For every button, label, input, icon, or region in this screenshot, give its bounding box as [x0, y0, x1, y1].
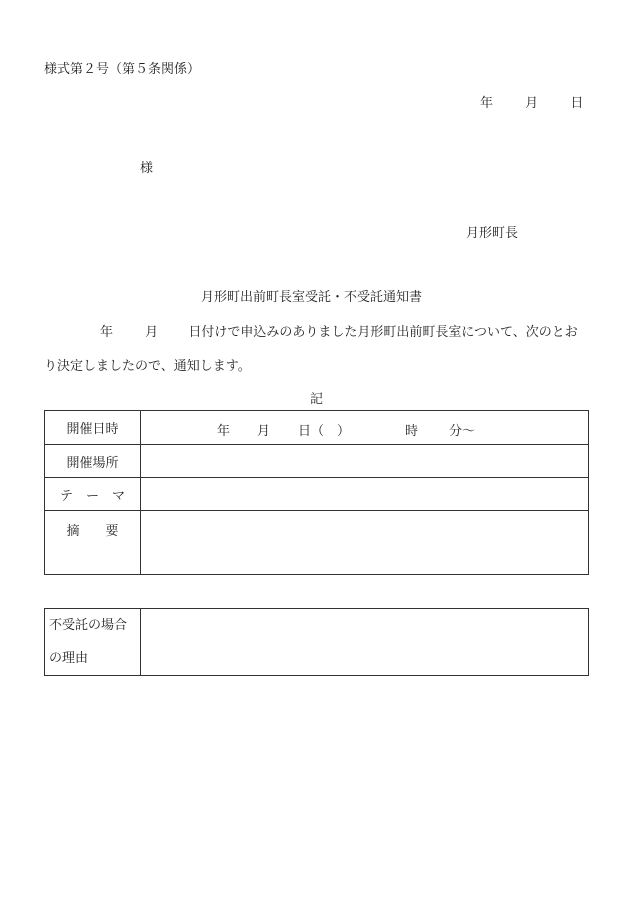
theme-value[interactable] [141, 478, 589, 511]
summary-label: 摘 要 [45, 511, 141, 575]
reason-label [45, 609, 141, 676]
datetime-label: 開催日時 [45, 411, 141, 445]
place-value[interactable] [141, 445, 589, 478]
body-line-1-rest: 日付けで申込みのありました月形町出前町長室について、次のとお [188, 325, 578, 340]
reason-row [45, 609, 589, 676]
reason-label-line-2: の理由 [49, 651, 89, 666]
form-number: 様式第２号（第５条関係） [44, 62, 201, 77]
datetime-month: 月 [257, 424, 271, 439]
datetime-day: 日（ ） [298, 424, 351, 439]
theme-row [45, 478, 589, 511]
datetime-year: 年 [217, 424, 231, 439]
datetime-row [45, 411, 589, 445]
reason-table [44, 608, 589, 676]
body-year: 年 [100, 325, 114, 340]
sender: 月形町長 [466, 226, 519, 241]
document-title: 月形町出前町長室受託・不受託通知書 [201, 290, 423, 305]
details-table [44, 410, 589, 575]
reason-value[interactable] [141, 609, 589, 676]
ki-label: 記 [310, 392, 324, 407]
reason-label-line-1: 不受託の場合 [49, 618, 128, 633]
date-month: 月 [525, 96, 539, 111]
summary-value[interactable] [141, 511, 589, 575]
theme-label: テ ー マ [45, 478, 141, 511]
place-row [45, 445, 589, 478]
body-line-1 [100, 321, 578, 340]
date-year: 年 [480, 96, 494, 111]
date-day: 日 [570, 96, 584, 111]
recipient-suffix: 様 [140, 161, 154, 176]
datetime-hour: 時 [405, 424, 419, 439]
body-line-2: り決定しましたので、通知します。 [44, 359, 251, 374]
summary-row [45, 511, 589, 575]
place-label: 開催場所 [45, 445, 141, 478]
datetime-value[interactable] [141, 411, 589, 445]
datetime-minute: 分～ [449, 424, 476, 439]
date-header [480, 92, 583, 111]
body-month: 月 [145, 325, 159, 340]
